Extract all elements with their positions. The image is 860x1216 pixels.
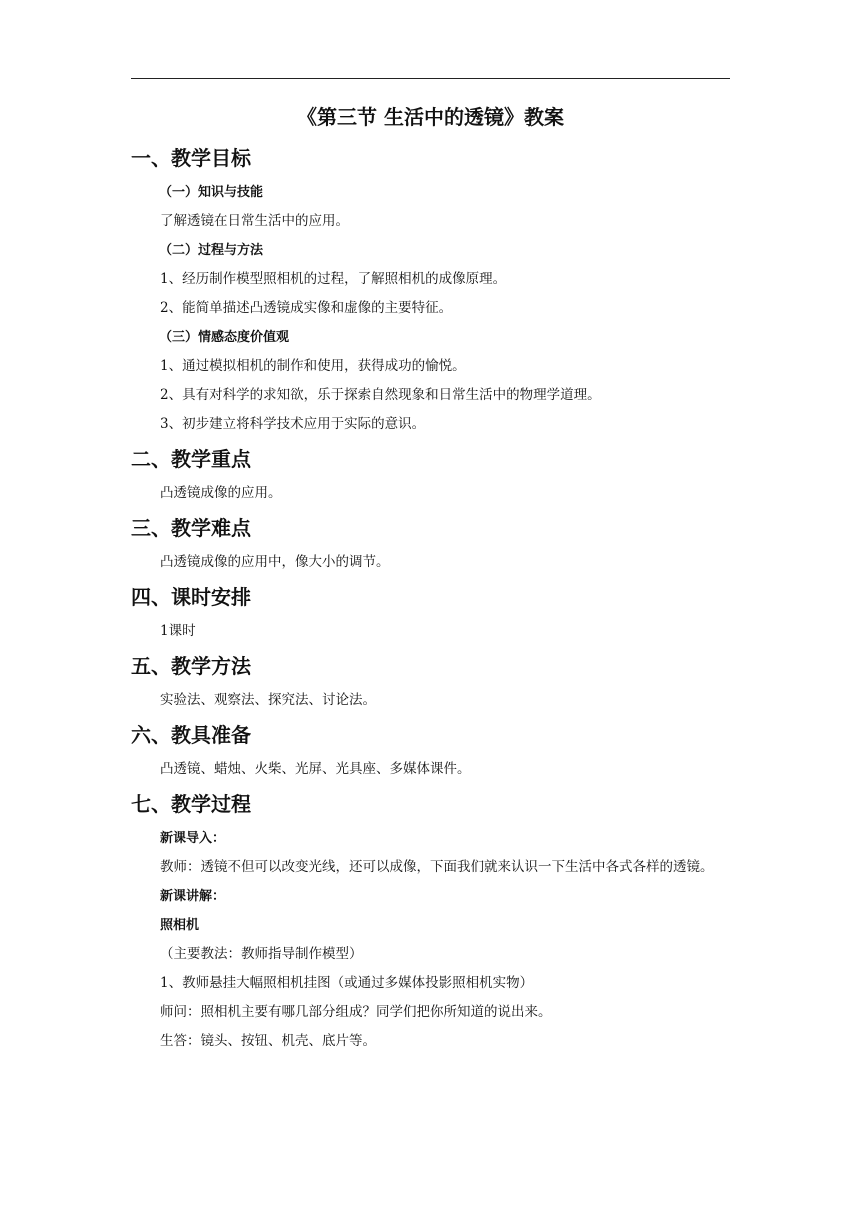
paragraph: 生答：镜头、按钮、机壳、底片等。 <box>160 1033 376 1049</box>
section-heading-methods: 五、教学方法 <box>131 654 251 678</box>
paragraph: 凸透镜成像的应用中，像大小的调节。 <box>160 554 390 570</box>
paragraph: 凸透镜、蜡烛、火柴、光屏、光具座、多媒体课件。 <box>160 761 471 777</box>
section-heading-process: 七、教学过程 <box>131 792 251 816</box>
paragraph: （主要教法：教师指导制作模型） <box>160 946 363 962</box>
subheading-attitudes-values: （三）情感态度价值观 <box>159 330 290 345</box>
section-heading-materials: 六、教具准备 <box>131 723 251 747</box>
section-heading-schedule: 四、课时安排 <box>131 585 251 609</box>
section-heading-objectives: 一、教学目标 <box>131 146 251 170</box>
section-heading-difficulties: 三、教学难点 <box>131 516 251 540</box>
paragraph: 教师：透镜不但可以改变光线，还可以成像，下面我们就来认识一下生活中各式各样的透镜。 <box>160 859 714 875</box>
subheading-process-methods: （二）过程与方法 <box>159 243 264 258</box>
document-body <box>131 102 730 1056</box>
paragraph: 实验法、观察法、探究法、讨论法。 <box>160 692 376 708</box>
paragraph: 1课时 <box>160 623 196 639</box>
paragraph: 3、初步建立将科学技术应用于实际的意识。 <box>160 416 426 432</box>
paragraph: 1、经历制作模型照相机的过程，了解照相机的成像原理。 <box>160 271 507 287</box>
paragraph: 2、具有对科学的求知欲，乐于探索自然现象和日常生活中的物理学道理。 <box>160 387 601 403</box>
paragraph: 了解透镜在日常生活中的应用。 <box>160 213 349 229</box>
header-rule <box>131 78 730 79</box>
document-title: 《第三节 生活中的透镜》教案 <box>297 105 564 129</box>
paragraph: 凸透镜成像的应用。 <box>160 485 282 501</box>
paragraph: 1、教师悬挂大幅照相机挂图（或通过多媒体投影照相机实物） <box>160 975 534 991</box>
label-intro: 新课导入： <box>160 831 226 846</box>
subheading-knowledge-skills: （一）知识与技能 <box>159 185 264 200</box>
label-lecture: 新课讲解： <box>160 889 226 904</box>
section-heading-key-points: 二、教学重点 <box>131 447 251 471</box>
paragraph: 师问：照相机主要有哪几部分组成？同学们把你所知道的说出来。 <box>160 1004 552 1020</box>
paragraph: 2、能简单描述凸透镜成实像和虚像的主要特征。 <box>160 300 453 316</box>
label-camera: 照相机 <box>160 918 200 933</box>
paragraph: 1、通过模拟相机的制作和使用，获得成功的愉悦。 <box>160 358 466 374</box>
